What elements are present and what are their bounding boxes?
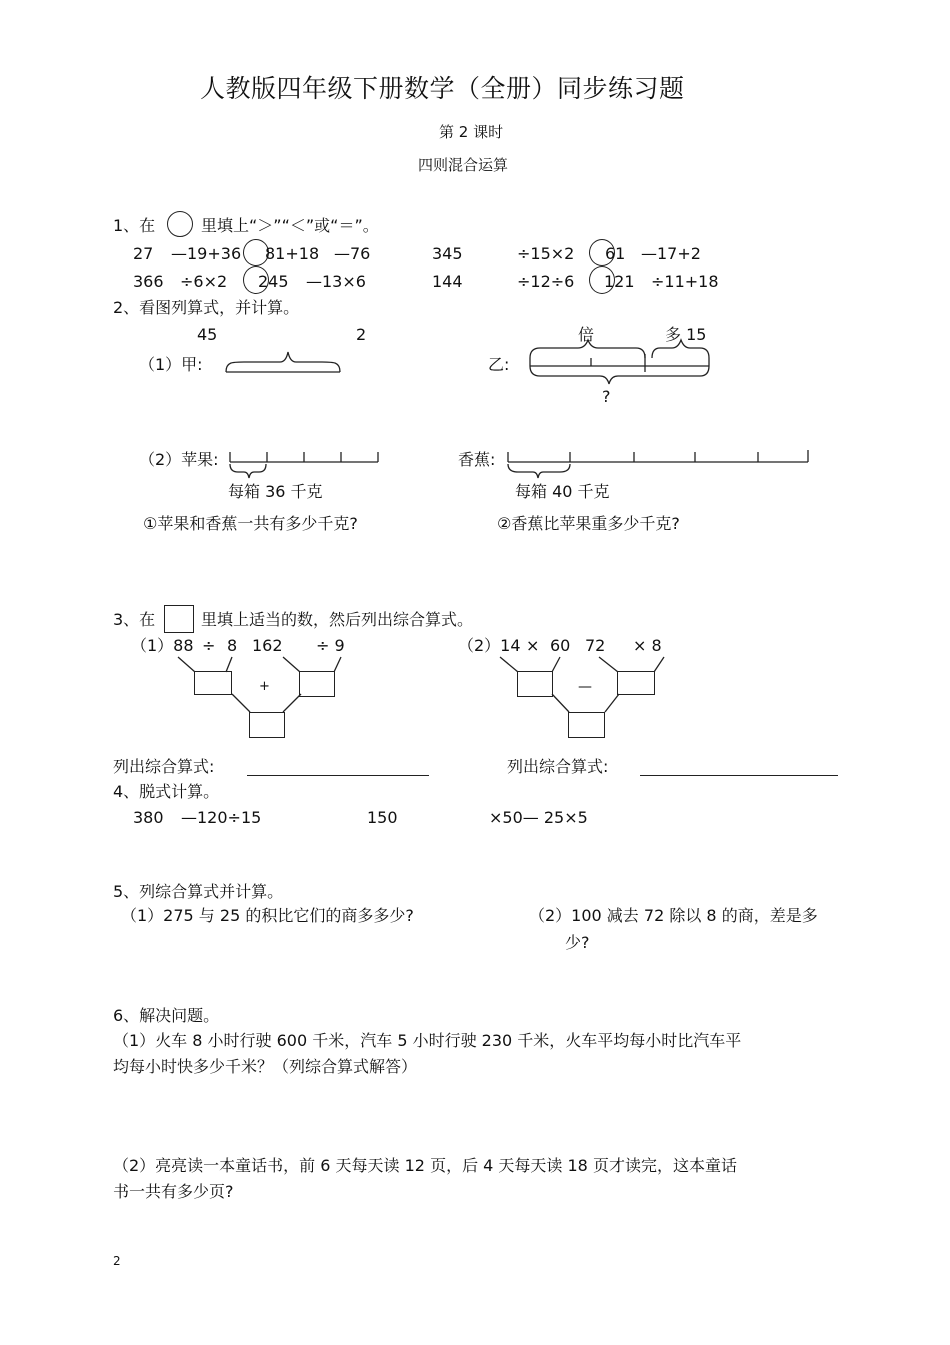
- q1-r2-b: ÷6×2: [180, 272, 228, 291]
- q2-question-b: ②香蕉比苹果重多少千克?: [497, 514, 680, 533]
- q3-p2-a: （2）14: [458, 636, 521, 655]
- q2-banana-label: 香蕉:: [458, 450, 496, 469]
- q3-p1-right-box[interactable]: [299, 671, 335, 697]
- q2-heading: 2、看图列算式，并计算。: [113, 298, 300, 317]
- banana-brace: [508, 464, 570, 478]
- q3-p1-op1: ÷: [202, 636, 216, 655]
- banana-ticks: [508, 450, 808, 462]
- q3-p1-right-branches: [283, 657, 341, 672]
- q1-r1-f: ÷15×2: [517, 244, 575, 263]
- q2-p1-right-value: 2: [356, 325, 367, 344]
- q3-p2-left-branches: [500, 657, 560, 672]
- lesson-number: 第 2 课时: [439, 123, 504, 141]
- q3-p1-left-box[interactable]: [194, 671, 232, 695]
- q3-p2-operator: —: [578, 679, 592, 695]
- q1-r2-d: —13×6: [306, 272, 366, 291]
- q4-expr1-b: —120÷15: [181, 808, 262, 827]
- q4-expr2-a: 150: [367, 808, 398, 827]
- q6-problem-2-line1: （2）亮亮读一本童话书，前 6 天每天读 12 页，后 4 天每天读 18 页才读完，这本童话: [113, 1156, 737, 1175]
- q6-problem-2-line2: 书一共有多少页?: [113, 1182, 234, 1201]
- q3-p2-c: 72: [585, 636, 606, 655]
- yi-duo-brace: [652, 340, 709, 358]
- q3-p1-formula-label: 列出综合算式:: [113, 757, 215, 776]
- q3-instruction: 里填上适当的数，然后列出综合算式。: [201, 610, 474, 629]
- q3-p2-left-box[interactable]: [517, 671, 553, 697]
- q3-p1-result-box[interactable]: [249, 712, 285, 738]
- q4-heading: 4、脱式计算。: [113, 782, 220, 801]
- q1-r2-g: 121: [604, 272, 635, 291]
- q3-p2-b: 60: [550, 636, 571, 655]
- q1-r1-h: —17+2: [641, 244, 701, 263]
- q3-p2-formula-label: 列出综合算式:: [507, 757, 609, 776]
- q3-p1-b: 8: [227, 636, 238, 655]
- q3-p1-bottom-branches: [232, 694, 301, 712]
- q3-p2-bottom-branches: [552, 694, 619, 712]
- q2-duo-label: 多 15: [665, 325, 707, 344]
- q2-apple-note: 每箱 36 千克: [228, 482, 323, 501]
- q3-p1-operator: +: [259, 679, 270, 694]
- q4-expr1-a: 380: [133, 808, 164, 827]
- q1-r2-c: 245: [258, 272, 289, 291]
- q3-p1-answer-line[interactable]: [247, 775, 429, 776]
- q1-r1-b: —19+36: [171, 244, 242, 263]
- q2-jia-label: （1）甲:: [139, 355, 203, 374]
- q4-expr2-b: ×50— 25×5: [489, 808, 588, 827]
- lesson-topic: 四则混合运算: [418, 156, 509, 174]
- q1-r1-a: 27: [133, 244, 154, 263]
- q1-r2-h: ÷11+18: [651, 272, 719, 291]
- q2-question-a: ①苹果和香蕉一共有多少千克?: [143, 514, 358, 533]
- q6-heading: 6、解决问题。: [113, 1006, 220, 1025]
- q1-r2-f: ÷12÷6: [517, 272, 575, 291]
- q3-p1-c: 162: [252, 636, 283, 655]
- jia-left-tick: [226, 362, 244, 372]
- q1-r1-d: —76: [334, 244, 371, 263]
- page-number: 2: [113, 1254, 121, 1268]
- q6-problem-1-line1: （1）火车 8 小时行驶 600 千米，汽车 5 小时行驶 230 千米，火车平均每小时比汽车平: [113, 1031, 742, 1050]
- q3-p2-right-branches: [599, 657, 664, 672]
- q5-problem-2-line2: 少?: [565, 933, 590, 952]
- q3-box-example: [164, 605, 194, 633]
- q1-r1-c: 81+18: [265, 244, 320, 263]
- yi-bei-brace: [530, 340, 645, 358]
- q2-apple-label: （2）苹果:: [139, 450, 219, 469]
- q1-instruction: 里填上“＞”“＜”或“＝”。: [201, 216, 379, 235]
- apple-ticks: [230, 452, 378, 462]
- q6-problem-1-line2: 均每小时快多少千米？（列综合算式解答）: [113, 1057, 418, 1076]
- q1-r1-g: 61: [605, 244, 626, 263]
- yi-ticks: [530, 354, 709, 372]
- q3-p2-right-box[interactable]: [617, 671, 655, 695]
- q1-r2-e: 144: [432, 272, 463, 291]
- q5-problem-1: （1）275 与 25 的积比它们的商多多少?: [121, 906, 414, 925]
- page-title: 人教版四年级下册数学（全册）同步练习题: [200, 74, 685, 103]
- q3-prefix: 3、在: [113, 610, 156, 629]
- apple-brace: [230, 464, 266, 478]
- q5-problem-2-line1: （2）100 减去 72 除以 8 的商，差是多: [529, 906, 818, 925]
- q3-p1-d: ÷ 9: [316, 636, 345, 655]
- q1-prefix: 1、在: [113, 216, 156, 235]
- jia-brace: [244, 352, 322, 362]
- yi-bottom-brace: [530, 366, 709, 384]
- q2-bei-label: 倍: [578, 325, 595, 344]
- q2-banana-note: 每箱 40 千克: [515, 482, 610, 501]
- q2-yi-label: 乙:: [488, 355, 510, 374]
- q3-p1-a: （1）88: [131, 636, 194, 655]
- q3-p2-d: × 8: [633, 636, 662, 655]
- q3-p2-result-box[interactable]: [568, 712, 605, 738]
- q3-p2-answer-line[interactable]: [640, 775, 838, 776]
- jia-right-tick: [322, 362, 340, 372]
- q1-r1-e: 345: [432, 244, 463, 263]
- q3-p1-left-branches: [178, 657, 232, 672]
- q1-r2-a: 366: [133, 272, 164, 291]
- q2-p1-left-value: 45: [197, 325, 218, 344]
- q5-heading: 5、列综合算式并计算。: [113, 882, 284, 901]
- q3-p2-op1: ×: [526, 636, 540, 655]
- q2-question-mark: ?: [602, 387, 611, 406]
